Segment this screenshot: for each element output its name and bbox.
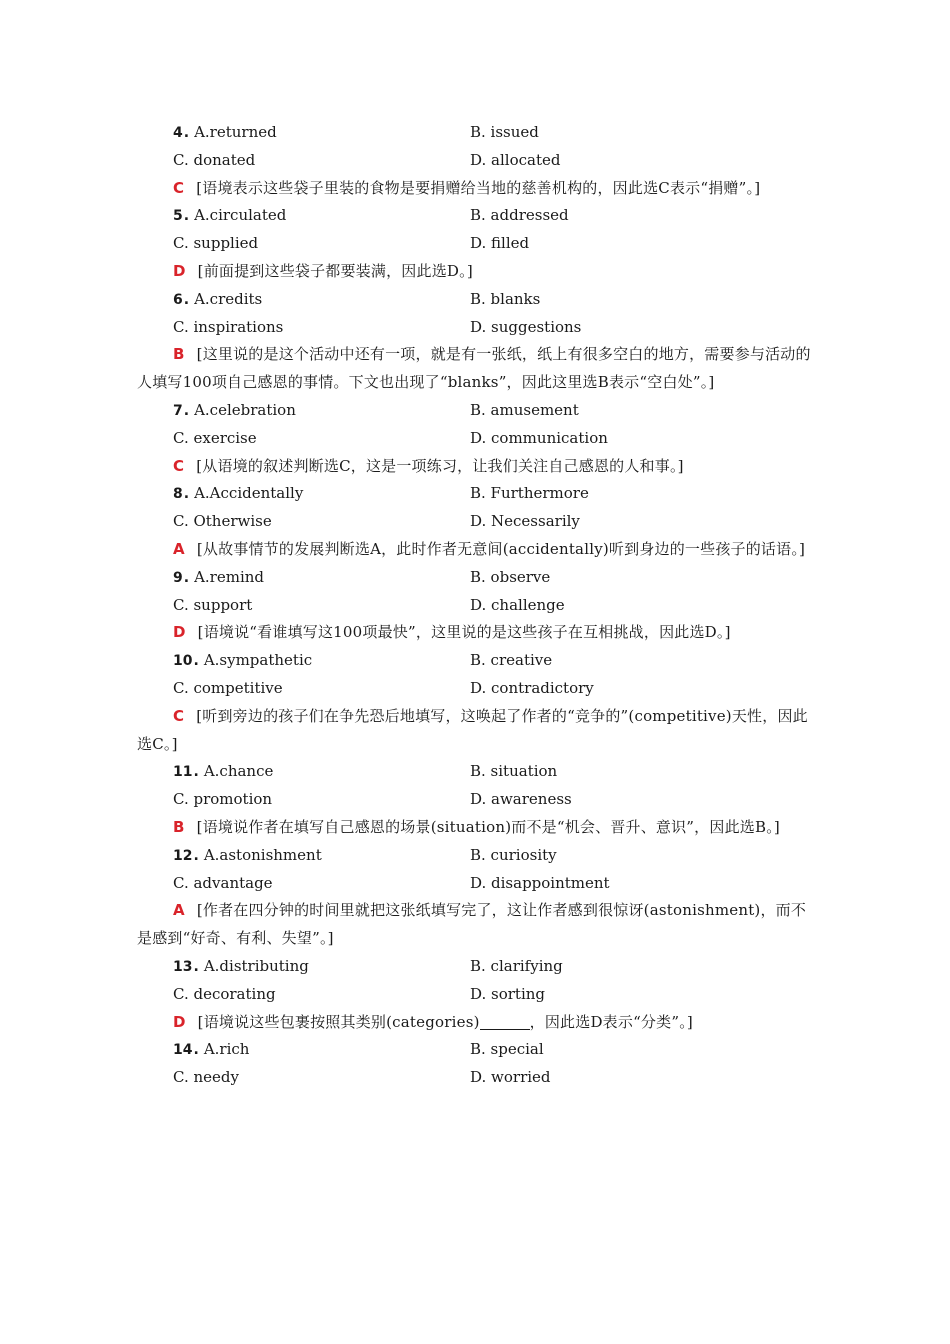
option-row [137, 230, 817, 258]
option-row [137, 1036, 817, 1064]
option-row [137, 1064, 817, 1092]
option-c-text: C. Otherwise [173, 512, 272, 531]
option-a [173, 564, 264, 593]
answer-explanation [137, 536, 817, 564]
option-row [137, 675, 817, 703]
option-a-text: A.credits [194, 289, 263, 308]
answer-explanation [137, 341, 817, 397]
explanation-text: [语境表示这些袋子里装的食物是要捐赠给当地的慈善机构的，因此选C表示“捐赠”。] [196, 178, 761, 197]
explanation-text: [语境说作者在填写自己感恩的场景(situation)而不是“机会、晋升、意识”，因此选B。] [196, 817, 780, 836]
explanation-text: ，因此选D表示“分类”。] [529, 1012, 693, 1031]
answer-explanation [137, 1009, 817, 1037]
question-number: 14 [173, 1042, 193, 1059]
option-a [173, 953, 309, 982]
explanation-text: [从语境的叙述判断选C，这是一项练习，让我们关注自己感恩的人和事。] [196, 456, 684, 475]
option-row [137, 397, 817, 425]
question-number-dot: . [193, 847, 199, 864]
option-d-text: D. communication [470, 428, 608, 447]
answer-key: B [173, 817, 185, 836]
option-c-text: C. donated [173, 150, 256, 169]
answer-explanation [137, 814, 817, 842]
explanation-text: [语境说这些包裹按照其类别(categories) [197, 1012, 480, 1031]
option-row [137, 119, 817, 147]
question-block [137, 480, 817, 563]
question-number-dot: . [193, 958, 199, 975]
option-row [137, 147, 817, 175]
option-c-text: C. promotion [173, 790, 273, 809]
option-row [137, 981, 817, 1009]
answer-key: C [173, 706, 185, 725]
option-b-text: B. blanks [470, 289, 541, 308]
answer-key: B [173, 345, 185, 364]
option-a [173, 842, 322, 871]
question-number: 6 [173, 291, 183, 308]
explanation-text: [语境说“看谁填写这100项最快”，这里说的是这些孩子在互相挑战，因此选D。] [197, 623, 731, 642]
option-row [137, 786, 817, 814]
option-a [173, 758, 273, 787]
question-block [137, 202, 817, 285]
option-c-text: C. advantage [173, 873, 273, 892]
option-a-text: A.astonishment [203, 845, 322, 864]
option-c-text: C. support [173, 595, 253, 614]
option-d-text: D. disappointment [470, 873, 610, 892]
question-number: 12 [173, 847, 193, 864]
question-block [137, 397, 817, 480]
question-number-dot: . [183, 208, 190, 225]
answer-key: D [173, 261, 186, 280]
question-block [137, 647, 817, 758]
option-c-text: C. inspirations [173, 317, 284, 336]
option-d-text: D. Necessarily [470, 512, 580, 531]
option-c-text: C. exercise [173, 428, 257, 447]
option-b-text: B. situation [470, 762, 558, 781]
answer-explanation [137, 258, 817, 286]
option-row [137, 314, 817, 342]
question-number: 13 [173, 958, 193, 975]
option-b-text: B. issued [470, 123, 539, 141]
option-row [137, 425, 817, 453]
option-a-text: A.celebration [194, 400, 296, 419]
option-a-text: A.rich [203, 1040, 250, 1059]
option-b-text: B. special [470, 1040, 544, 1059]
explanation-text: [作者在四分钟的时间里就把这张纸填写完了，这让作者感到很惊讶(astonishment)，而不是感到“好奇、有利、失望”。] [137, 901, 807, 948]
answer-explanation [137, 897, 817, 953]
answer-key: D [173, 1012, 186, 1031]
question-number-dot: . [193, 764, 199, 781]
question-block [137, 564, 817, 647]
question-number: 4 [173, 125, 183, 141]
question-number: 8 [173, 486, 183, 503]
option-b-text: B. clarifying [470, 956, 563, 975]
option-a-text: A.Accidentally [194, 484, 304, 503]
option-a [173, 480, 303, 509]
option-b-text: B. amusement [470, 400, 579, 419]
answer-key: D [173, 623, 186, 642]
option-row [137, 508, 817, 536]
explanation-text: [从故事情节的发展判断选A，此时作者无意间(accidentally)听到身边的一些孩子的话语。] [196, 539, 806, 558]
option-c-text: C. competitive [173, 678, 283, 697]
option-d-text: D. sorting [470, 984, 546, 1003]
option-b-text: B. observe [470, 567, 551, 586]
question-number-dot: . [183, 402, 190, 419]
answer-explanation [137, 453, 817, 481]
question-number-dot: . [183, 291, 190, 308]
question-number: 11 [173, 764, 193, 781]
option-row [137, 592, 817, 620]
question-number-dot: . [183, 569, 190, 586]
option-d-text: D. filled [470, 234, 530, 253]
answer-blank [480, 1013, 530, 1030]
question-number-dot: . [183, 125, 190, 141]
option-a-text: A.circulated [194, 206, 287, 225]
option-d-text: D. contradictory [470, 678, 594, 697]
option-row [137, 564, 817, 592]
option-row [137, 953, 817, 981]
option-b-text: B. creative [470, 651, 553, 670]
option-row [137, 758, 817, 786]
option-row [137, 647, 817, 675]
option-c-text: C. supplied [173, 234, 259, 253]
question-number-dot: . [193, 1042, 199, 1059]
option-c-text: C. decorating [173, 984, 276, 1003]
option-d-text: D. worried [470, 1068, 551, 1087]
question-number: 10 [173, 653, 193, 670]
option-a-text: A.remind [194, 567, 265, 586]
question-number: 7 [173, 402, 183, 419]
option-d-text: D. awareness [470, 790, 572, 809]
question-list [137, 119, 817, 1092]
option-b-text: B. Furthermore [470, 484, 589, 503]
question-block [137, 286, 817, 397]
question-block [137, 119, 817, 202]
option-d-text: D. challenge [470, 595, 565, 614]
answer-explanation [137, 175, 817, 203]
question-block [137, 953, 817, 1036]
option-a-text: A.sympathetic [203, 651, 313, 670]
option-a [173, 202, 286, 231]
option-row [137, 286, 817, 314]
question-number: 5 [173, 208, 183, 225]
explanation-text: [听到旁边的孩子们在争先恐后地填写，这唤起了作者的“竞争的”(competitive)天性，因此选C。] [137, 706, 808, 753]
option-d-text: D. suggestions [470, 317, 582, 336]
answer-key: A [173, 901, 185, 920]
question-block [137, 1036, 817, 1092]
answer-key: C [173, 456, 185, 475]
question-number: 9 [173, 569, 183, 586]
option-a-text: A.returned [194, 123, 277, 141]
option-d-text: D. allocated [470, 150, 561, 169]
option-row [137, 842, 817, 870]
option-row [137, 202, 817, 230]
question-block [137, 842, 817, 953]
option-a [173, 647, 312, 676]
answer-explanation [137, 619, 817, 647]
option-a-text: A.distributing [203, 956, 309, 975]
option-a [173, 1036, 249, 1065]
option-b-text: B. curiosity [470, 845, 557, 864]
option-row [137, 480, 817, 508]
option-c-text: C. needy [173, 1068, 239, 1087]
question-number-dot: . [183, 486, 190, 503]
option-a [173, 119, 277, 148]
question-number-dot: . [193, 653, 199, 670]
explanation-text: [前面提到这些袋子都要装满，因此选D。] [197, 261, 473, 280]
option-b-text: B. addressed [470, 206, 569, 225]
question-block [137, 758, 817, 841]
option-a [173, 397, 296, 426]
option-a [173, 286, 262, 315]
answer-explanation [137, 703, 817, 759]
option-a-text: A.chance [203, 762, 274, 781]
answer-key: C [173, 178, 185, 197]
explanation-text: [这里说的是这个活动中还有一项，就是有一张纸，纸上有很多空白的地方，需要参与活动的人填写100项自己感恩的事情。下文也出现了“blanks”，因此这里选B表示“空白处”。] [137, 345, 811, 392]
answer-key: A [173, 539, 185, 558]
option-row [137, 870, 817, 898]
